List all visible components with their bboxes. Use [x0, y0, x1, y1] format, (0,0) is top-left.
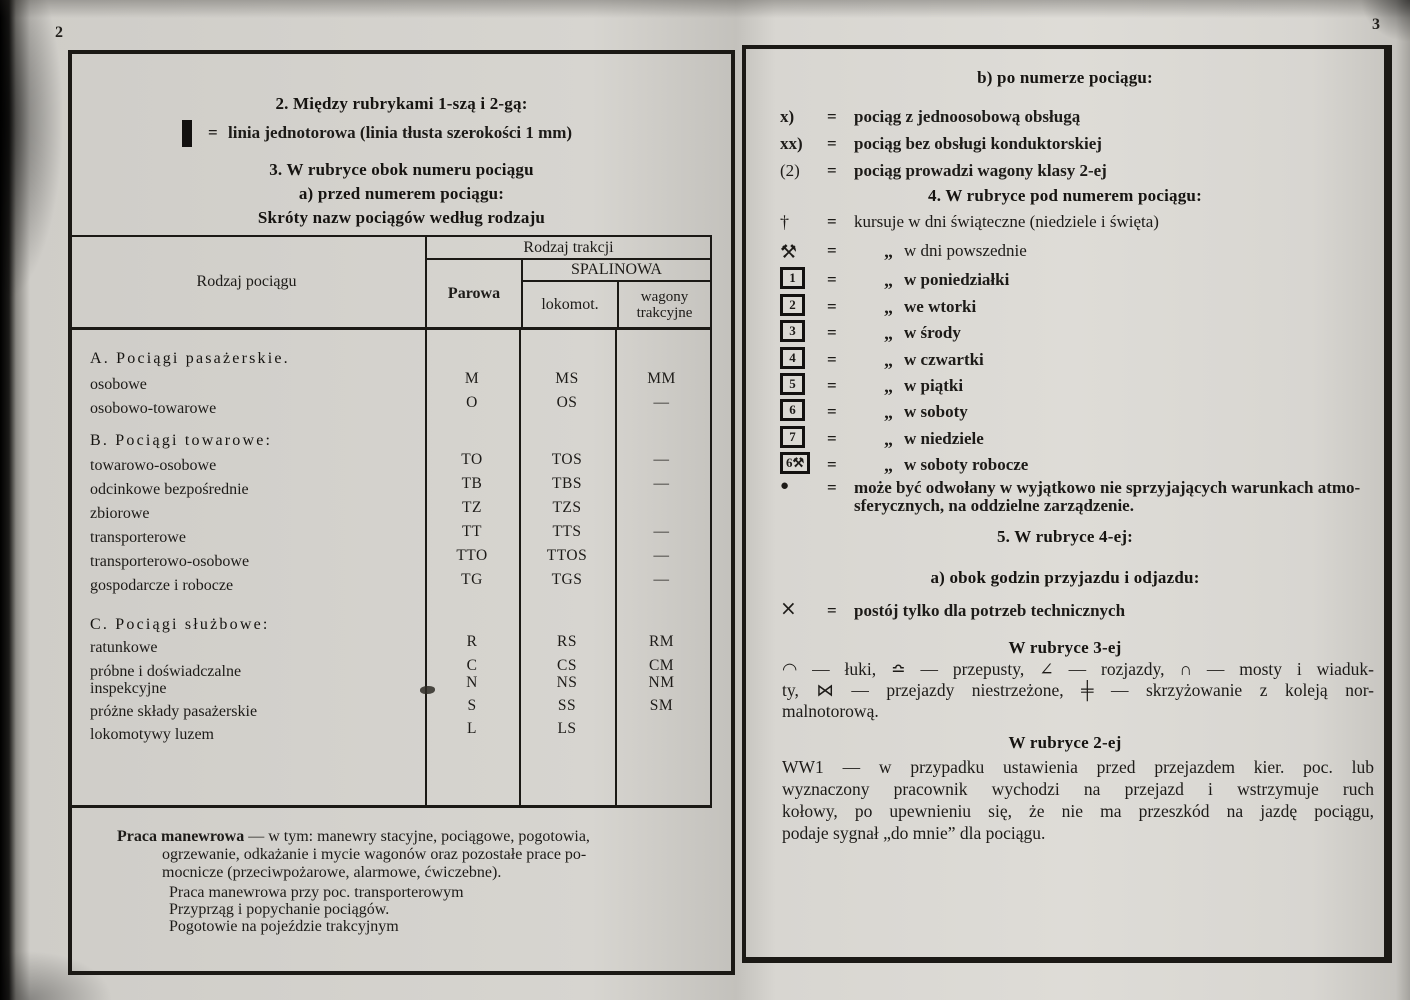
steam-abbrev: TZ — [462, 499, 482, 516]
thick-line-icon — [182, 120, 192, 147]
boxed-day-7-icon: 7 — [780, 429, 840, 451]
table-row — [68, 523, 710, 549]
single-track-legend-row — [72, 118, 731, 148]
col-header-traction: Rodzaj trakcji — [427, 237, 710, 260]
rubric3-line3: malnotorową. — [782, 701, 879, 721]
ditto-mark: „ — [884, 241, 893, 261]
shunting-note-rest: — w tym: manewry stacyjne, pociągowe, pogotowia, — [244, 828, 590, 845]
equals-sign: = — [827, 402, 837, 421]
legend-row-single-crew — [746, 107, 1384, 131]
steam-abbrev: S — [467, 697, 477, 714]
train-type-label: próżne składy pasażerskie — [90, 703, 258, 720]
table-row — [68, 547, 710, 573]
steam-abbrev: TTO — [456, 547, 488, 564]
col-header-railcars-line1: wagony — [640, 288, 689, 305]
cross-icon: × — [780, 596, 797, 620]
col-header-train-type: Rodzaj pociągu — [196, 273, 297, 290]
heading-next-to-number: 3. W rubryce obok numeru pociągu — [269, 160, 534, 179]
dagger-icon: † — [780, 212, 789, 232]
legend-text: pociąg bez obsługi konduktorskiej — [854, 134, 1102, 153]
legend-text: postój tylko dla potrzeb technicznych — [854, 601, 1126, 620]
diesel-header-group — [521, 260, 710, 327]
steam-abbrev: TT — [462, 523, 482, 540]
boxed-6-hammers-icon: 6⚒ — [780, 455, 840, 477]
table-row — [68, 475, 710, 501]
shunting-note-line2: ogrzewanie, odkażanie i mycie wagonów oraz pozostałe prace po- — [162, 846, 587, 863]
legend-text: w piątki — [904, 376, 964, 395]
legend-text: w soboty — [904, 402, 968, 421]
page-left — [68, 50, 735, 975]
legend-text: pociąg prowadzi wagony klasy 2-ej — [854, 161, 1107, 180]
railcar-abbrev: — — [653, 394, 670, 411]
shunting-note-lead: Praca manewrowa — [117, 828, 245, 845]
train-type-label: odcinkowe bezpośrednie — [90, 481, 249, 498]
boxed-day-3-icon: 3 — [780, 323, 840, 345]
equals-sign: = — [827, 270, 837, 289]
col-header-diesel-loco: lokomot. — [541, 295, 599, 313]
ditto-mark: „ — [884, 297, 893, 317]
diesel-loco-abbrev: NS — [556, 674, 578, 691]
steam-abbrev: O — [466, 394, 478, 411]
ditto-mark: „ — [884, 455, 893, 475]
train-type-label: osobowe — [90, 376, 147, 393]
rubric2-line3: kołowy, po upewnieniu się, że nie ma przeszkód na jazdę pociągu, — [782, 801, 1374, 821]
traction-subheader — [427, 260, 710, 327]
shunting-note-line6: Pogotowie na pojeździe trakcyjnym — [169, 918, 399, 935]
train-type-label: inspekcyjne — [90, 680, 167, 697]
table-row — [68, 633, 710, 659]
equals-sign: = — [827, 323, 837, 342]
section-header-row — [68, 432, 710, 452]
boxed-day-2-icon: 2 — [780, 297, 840, 319]
steam-abbrev: TO — [461, 451, 483, 468]
rubric2-line4: podaje sygnał „do mnie” dla pociągu. — [782, 823, 1046, 843]
boxed-day-6-icon: 6 — [780, 402, 840, 424]
legend-row-second-class — [746, 161, 1384, 185]
equals-sign: = — [208, 123, 218, 142]
legend-text: kursuje w dni świąteczne (niedziele i święta) — [854, 212, 1159, 231]
equals-sign: = — [827, 134, 837, 153]
railcar-abbrev: NM — [648, 674, 675, 691]
legend-row-saturdays — [746, 402, 1384, 426]
equals-sign: = — [827, 212, 837, 231]
ditto-mark: „ — [884, 323, 893, 343]
diesel-loco-abbrev: TTS — [552, 523, 582, 540]
steam-abbrev: M — [464, 370, 480, 387]
diesel-loco-abbrev: RS — [557, 633, 577, 650]
railcar-abbrev: RM — [648, 633, 675, 650]
train-type-label: ratunkowe — [90, 639, 158, 656]
ditto-mark: „ — [884, 376, 893, 396]
railcar-abbrev: — — [653, 523, 670, 540]
legend-row-thursdays — [746, 350, 1384, 374]
rubric3-line1: ◠ — łuki, ≏ — przepusty, ∠ — rozjazdy, ∩ — mosty i wiaduk- — [782, 659, 1374, 679]
legend-row-no-conductor — [746, 134, 1384, 158]
railcar-abbrev: — — [653, 547, 670, 564]
section-header-row — [68, 350, 710, 370]
page-number-left: 2 — [55, 24, 63, 41]
shunting-note-line1 — [117, 828, 590, 846]
train-type-label: gospodarcze i robocze — [90, 577, 234, 594]
ditto-mark: „ — [884, 402, 893, 422]
table-row — [68, 370, 710, 396]
table-row — [68, 499, 710, 525]
steam-abbrev: L — [467, 720, 477, 737]
equals-sign: = — [827, 161, 837, 180]
legend-row-working-saturdays — [746, 455, 1384, 479]
legend-row-holidays — [746, 212, 1384, 236]
legend-text-line2: sferycznych, na oddzielne zarządzenie. — [854, 496, 1134, 515]
diesel-loco-abbrev: TOS — [551, 451, 583, 468]
diesel-loco-abbrev: TGS — [551, 571, 583, 588]
heading-between-rubrics: 2. Między rubrykami 1-szą i 2-gą: — [275, 94, 528, 113]
legend-row-may-be-cancelled-cont — [746, 496, 1384, 520]
table-row — [68, 720, 710, 746]
railcar-abbrev: CM — [648, 657, 675, 674]
legend-text: w poniedziałki — [904, 270, 1010, 289]
heading-after-number: b) po numerze pociągu: — [977, 68, 1153, 87]
xx-symbol: xx) — [780, 134, 803, 153]
legend-text: w dni powszednie — [904, 241, 1027, 260]
equals-sign: = — [827, 241, 837, 260]
diesel-loco-abbrev: TTOS — [546, 547, 588, 564]
equals-sign: = — [827, 429, 837, 448]
diesel-loco-abbrev: TZS — [552, 499, 582, 516]
rubric3-line2: ty, ⋈ — przejazdy niestrzeżone, ╪ — skrzyżowanie z koleją nor- — [782, 680, 1374, 700]
table-row — [68, 451, 710, 477]
col-header-railcars — [617, 282, 710, 327]
section-header: A. Pociągi pasażerskie. — [90, 350, 290, 367]
steam-abbrev: TB — [461, 475, 483, 492]
legend-row-wednesdays — [746, 323, 1384, 347]
ink-smudge — [420, 686, 435, 694]
diesel-loco-abbrev: MS — [555, 370, 579, 387]
legend-row-weekdays — [746, 241, 1384, 265]
train-type-label: próbne i doświadczalne — [90, 663, 242, 680]
equals-sign: = — [827, 455, 837, 474]
col-header-diesel: SPALINOWA — [523, 260, 710, 282]
legend-row-tuesdays — [746, 297, 1384, 321]
heading-arrival-departure: a) obok godzin przyjazdu i odjazdu: — [930, 568, 1200, 587]
crossed-hammers-icon: ⚒ — [780, 241, 798, 263]
legend-text: w czwartki — [904, 350, 984, 369]
train-type-label: transporterowe — [90, 529, 186, 546]
boxed-day-4-icon: 4 — [780, 350, 840, 372]
legend-text-line1: może być odwołany w wyjątkowo nie sprzyjających warunkach atmo- — [854, 478, 1361, 497]
diesel-loco-abbrev: TBS — [552, 475, 582, 492]
page-number-right: 3 — [1372, 16, 1380, 33]
page-right — [742, 45, 1392, 963]
train-type-label: osobowo-towarowe — [90, 400, 217, 417]
railcar-abbrev: — — [653, 451, 670, 468]
diesel-loco-abbrev: LS — [557, 720, 577, 737]
x-symbol: x) — [780, 107, 795, 126]
section-header: B. Pociągi towarowe: — [90, 432, 273, 449]
heading-under-number: 4. W rubryce pod numerem pociągu: — [928, 186, 1202, 205]
legend-row-mondays — [746, 270, 1384, 294]
ditto-mark: „ — [884, 429, 893, 449]
table-row — [68, 571, 710, 597]
col-header-steam: Parowa — [447, 284, 501, 302]
legend-text: we wtorki — [904, 297, 977, 316]
legend-text: w środy — [904, 323, 961, 342]
table-row — [68, 394, 710, 420]
filled-circle-icon: ● — [780, 478, 790, 494]
paren-2-symbol: (2) — [780, 161, 800, 180]
steam-abbrev: R — [466, 633, 478, 650]
train-type-label: transporterowo-osobowe — [90, 553, 250, 570]
steam-abbrev: TG — [461, 571, 483, 588]
equals-sign: = — [827, 478, 837, 497]
legend-text: w soboty robocze — [904, 455, 1029, 474]
table-body — [68, 330, 710, 808]
train-type-label: zbiorowe — [90, 505, 150, 522]
heading-before-number: a) przed numerem pociągu: — [298, 184, 505, 203]
train-type-label: lokomotywy luzem — [90, 726, 214, 743]
equals-sign: = — [827, 350, 837, 369]
diesel-loco-abbrev: CS — [557, 657, 577, 674]
equals-sign: = — [827, 297, 837, 316]
boxed-day-1-icon: 1 — [780, 270, 840, 292]
equals-sign: = — [827, 107, 837, 126]
legend-row-sundays — [746, 429, 1384, 453]
rubric2-line1: WW1 — w przypadku ustawienia przed przejazdem kier. poc. lub — [782, 757, 1374, 777]
single-track-text: linia jednotorowa (linia tłusta szerokości 1 mm) — [228, 123, 573, 142]
heading-rubric-3: W rubryce 3-ej — [1008, 638, 1122, 657]
heading-rubric-2: W rubryce 2-ej — [1008, 733, 1122, 752]
legend-text: w niedziele — [904, 429, 984, 448]
railcar-abbrev: MM — [647, 370, 676, 387]
table-title: Skróty nazw pociągów według rodzaju — [257, 208, 546, 227]
railcar-abbrev: — — [653, 475, 670, 492]
equals-sign: = — [827, 376, 837, 395]
shunting-note-line5: Przyprząg i popychanie pociągów. — [169, 901, 390, 918]
table-header — [68, 235, 710, 330]
steam-abbrev: N — [466, 674, 478, 691]
boxed-day-5-icon: 5 — [780, 376, 840, 398]
ditto-mark: „ — [884, 350, 893, 370]
col-header-railcars-line2: trakcyjne — [636, 304, 693, 321]
railcar-abbrev: — — [653, 571, 670, 588]
legend-row-technical-stop — [746, 596, 1384, 625]
diesel-loco-abbrev: OS — [556, 394, 578, 411]
railcar-abbrev: SM — [649, 697, 674, 714]
ditto-mark: „ — [884, 270, 893, 290]
section-header: C. Pociągi służbowe: — [90, 616, 270, 633]
legend-row-fridays — [746, 376, 1384, 400]
steam-abbrev: C — [466, 657, 478, 674]
rubric2-line2: wyznaczony pracownik wychodzi na przejazd i wstrzymuje ruch — [782, 779, 1374, 799]
diesel-loco-abbrev: SS — [557, 697, 577, 714]
heading-rubric-4: 5. W rubryce 4-ej: — [996, 527, 1134, 546]
legend-text: pociąg z jednoosobową obsługą — [854, 107, 1081, 126]
traction-header-group — [425, 237, 710, 327]
abbreviations-table — [68, 235, 712, 808]
shunting-note-line4: Praca manewrowa przy poc. transporterowym — [169, 884, 464, 901]
diesel-subcolumns — [523, 282, 710, 327]
train-type-label: towarowo-osobowe — [90, 457, 217, 474]
shunting-note-line3: mocnicze (przeciwpożarowe, alarmowe, ćwiczebne). — [162, 864, 502, 881]
equals-sign: = — [827, 601, 837, 620]
